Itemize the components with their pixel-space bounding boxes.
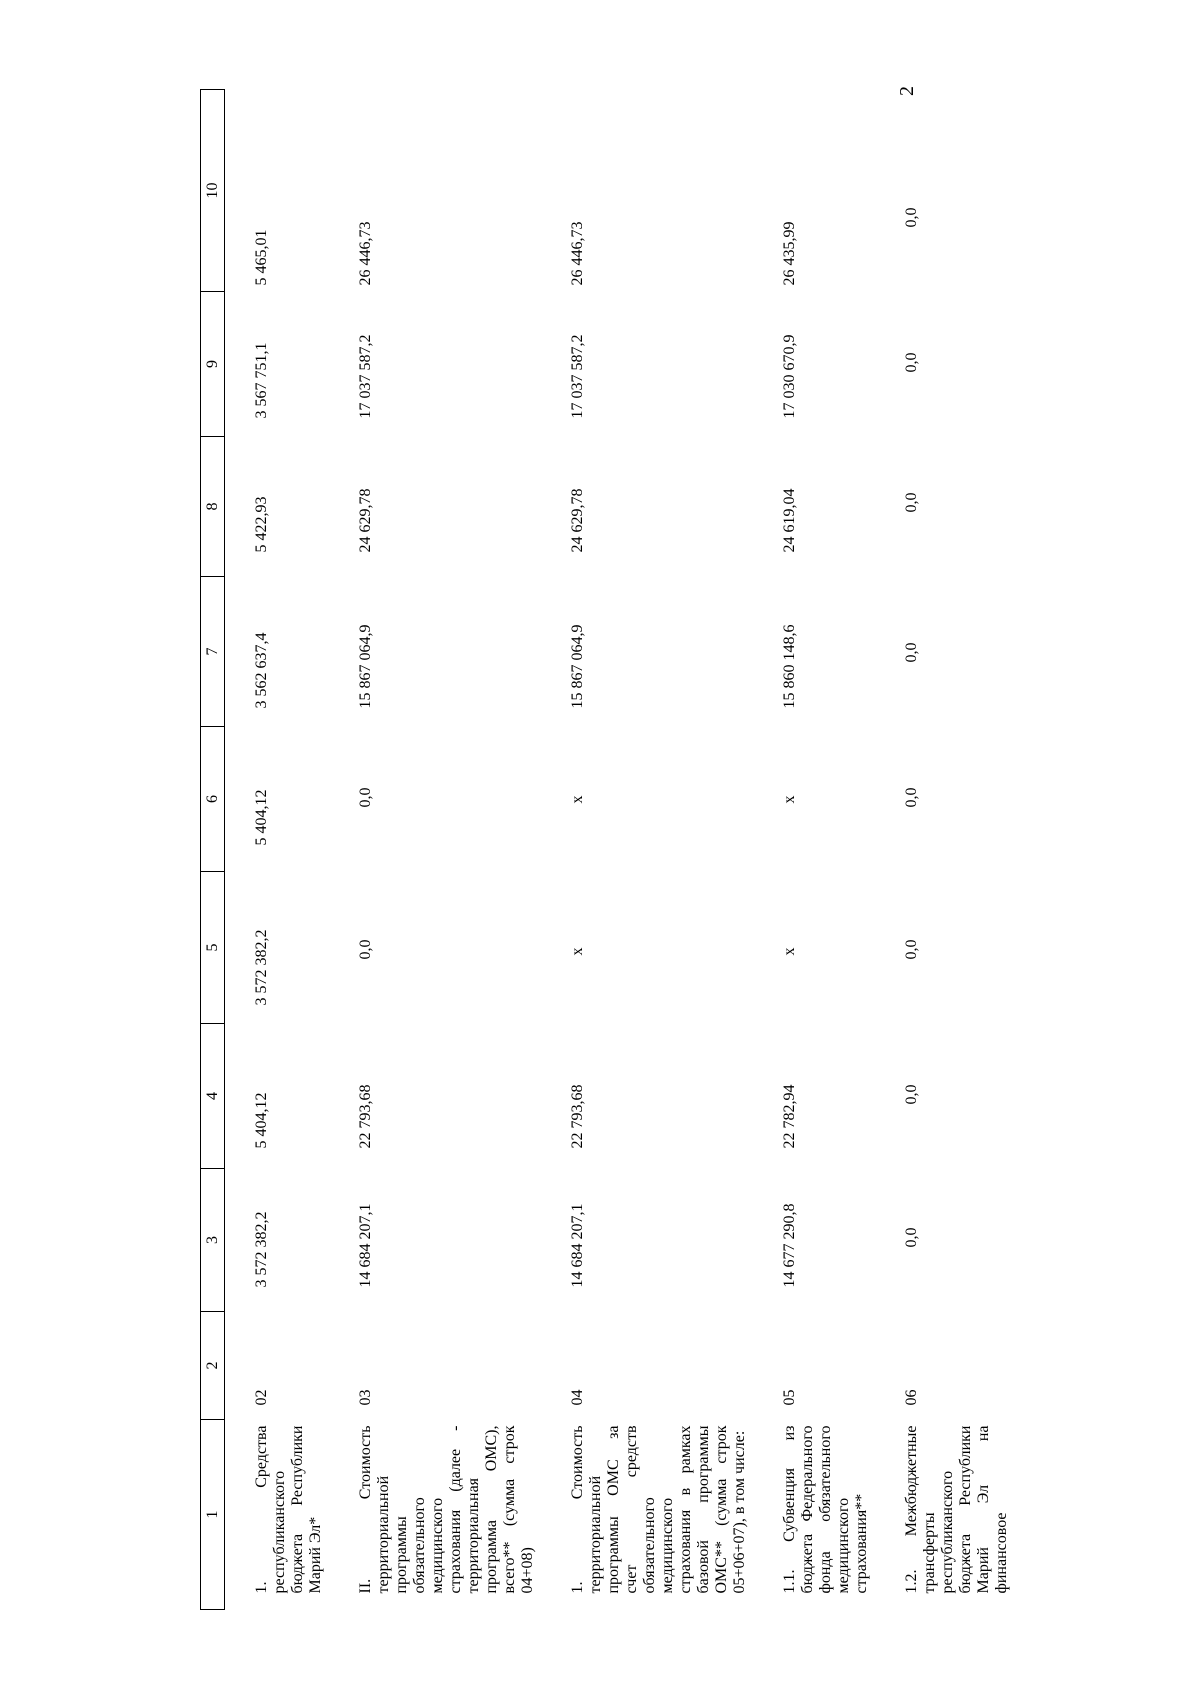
table-row bbox=[875, 90, 1015, 1610]
cell-value: x bbox=[781, 947, 798, 956]
row-label: 1.2. Межбюджетные трансферты республиканского бюджета Республики Марий Эл на финансовое bbox=[903, 1425, 1010, 1594]
col-header-6: 6 bbox=[201, 727, 225, 872]
cell-value: 17 037 587,2 bbox=[357, 334, 374, 419]
col-header-8: 8 bbox=[201, 437, 225, 577]
cell-value: 24 619,04 bbox=[781, 488, 798, 553]
cell-value: 3 572 382,2 bbox=[253, 929, 270, 1006]
cell-value: 26 446,73 bbox=[357, 221, 374, 286]
row-label: 1.1. Субвенция из бюджета Федерального фонда обязательного медицинского страхования** bbox=[781, 1425, 870, 1594]
row-code: 06 bbox=[903, 1389, 920, 1406]
cell-value: 17 037 587,2 bbox=[569, 334, 586, 419]
cell-value: 5 422,93 bbox=[253, 496, 270, 553]
cell-value: x bbox=[569, 947, 586, 956]
cell-value: 3 572 382,2 bbox=[253, 1211, 270, 1288]
cell-value: 3 562 637,4 bbox=[253, 632, 270, 709]
cell-value: 15 867 064,9 bbox=[569, 624, 586, 709]
cell-value: 0,0 bbox=[357, 939, 374, 960]
cell-value: 22 793,68 bbox=[569, 1084, 586, 1149]
cell-value: 22 782,94 bbox=[781, 1084, 798, 1149]
table-header bbox=[201, 90, 225, 1610]
cell-value: 0,0 bbox=[903, 642, 920, 663]
cell-value: 26 435,99 bbox=[781, 221, 798, 286]
cell-value: 0,0 bbox=[903, 492, 920, 513]
cell-value: 24 629,78 bbox=[357, 488, 374, 553]
col-header-9: 9 bbox=[201, 292, 225, 437]
table-row bbox=[225, 90, 330, 1610]
row-code: 05 bbox=[781, 1389, 798, 1406]
cell-value: 15 860 148,6 bbox=[781, 624, 798, 709]
cell-value: 0,0 bbox=[357, 787, 374, 808]
row-label: II. Стоимость территориальной программы обязательного медицинского страхования (далее - территориальная программа ОМС), всего** (сумма строк 04+08) bbox=[357, 1425, 536, 1594]
col-header-1: 1 bbox=[201, 1420, 225, 1610]
cell-value: 0,0 bbox=[903, 787, 920, 808]
row-code: 04 bbox=[569, 1389, 586, 1406]
col-header-7: 7 bbox=[201, 577, 225, 727]
row-code: 03 bbox=[357, 1389, 374, 1406]
col-header-2: 2 bbox=[201, 1312, 225, 1420]
cell-value: x bbox=[569, 795, 586, 804]
cell-value: 3 567 751,1 bbox=[253, 342, 270, 419]
cell-value: 5 404,12 bbox=[253, 789, 270, 846]
cell-value: x bbox=[781, 795, 798, 804]
col-header-3: 3 bbox=[201, 1169, 225, 1312]
cell-value: 0,0 bbox=[903, 1084, 920, 1105]
cell-value: 0,0 bbox=[903, 939, 920, 960]
cell-value: 26 446,73 bbox=[569, 221, 586, 286]
table-row bbox=[753, 90, 875, 1610]
cell-value: 0,0 bbox=[903, 352, 920, 373]
budget-table bbox=[200, 89, 1015, 1610]
col-header-10: 10 bbox=[201, 90, 225, 292]
col-header-5: 5 bbox=[201, 872, 225, 1024]
cell-value: 15 867 064,9 bbox=[357, 624, 374, 709]
col-header-4: 4 bbox=[201, 1024, 225, 1169]
row-label: 1. Средства республиканского бюджета Республики Марий Эл* bbox=[253, 1425, 324, 1594]
cell-value: 0,0 bbox=[903, 1227, 920, 1248]
cell-value: 24 629,78 bbox=[569, 488, 586, 553]
cell-value: 22 793,68 bbox=[357, 1084, 374, 1149]
cell-value: 14 684 207,1 bbox=[357, 1203, 374, 1288]
table-row bbox=[329, 90, 541, 1610]
rotated-table-wrapper bbox=[200, 90, 1140, 1610]
cell-value: 17 030 670,9 bbox=[781, 334, 798, 419]
table-row bbox=[541, 90, 753, 1610]
cell-value: 5 465,01 bbox=[253, 229, 270, 286]
row-label: 1. Стоимость территориальной программы ОМС за счет средств обязательного медицинского страхования в рамках базовой программы ОМС** (сумма строк 05+06+07), в том числе: bbox=[569, 1425, 748, 1594]
cell-value: 0,0 bbox=[903, 207, 920, 228]
page-number: 2 bbox=[896, 86, 918, 96]
cell-value: 14 684 207,1 bbox=[569, 1203, 586, 1288]
cell-value: 5 404,12 bbox=[253, 1092, 270, 1149]
row-code: 02 bbox=[253, 1389, 270, 1406]
cell-value: 14 677 290,8 bbox=[781, 1203, 798, 1288]
